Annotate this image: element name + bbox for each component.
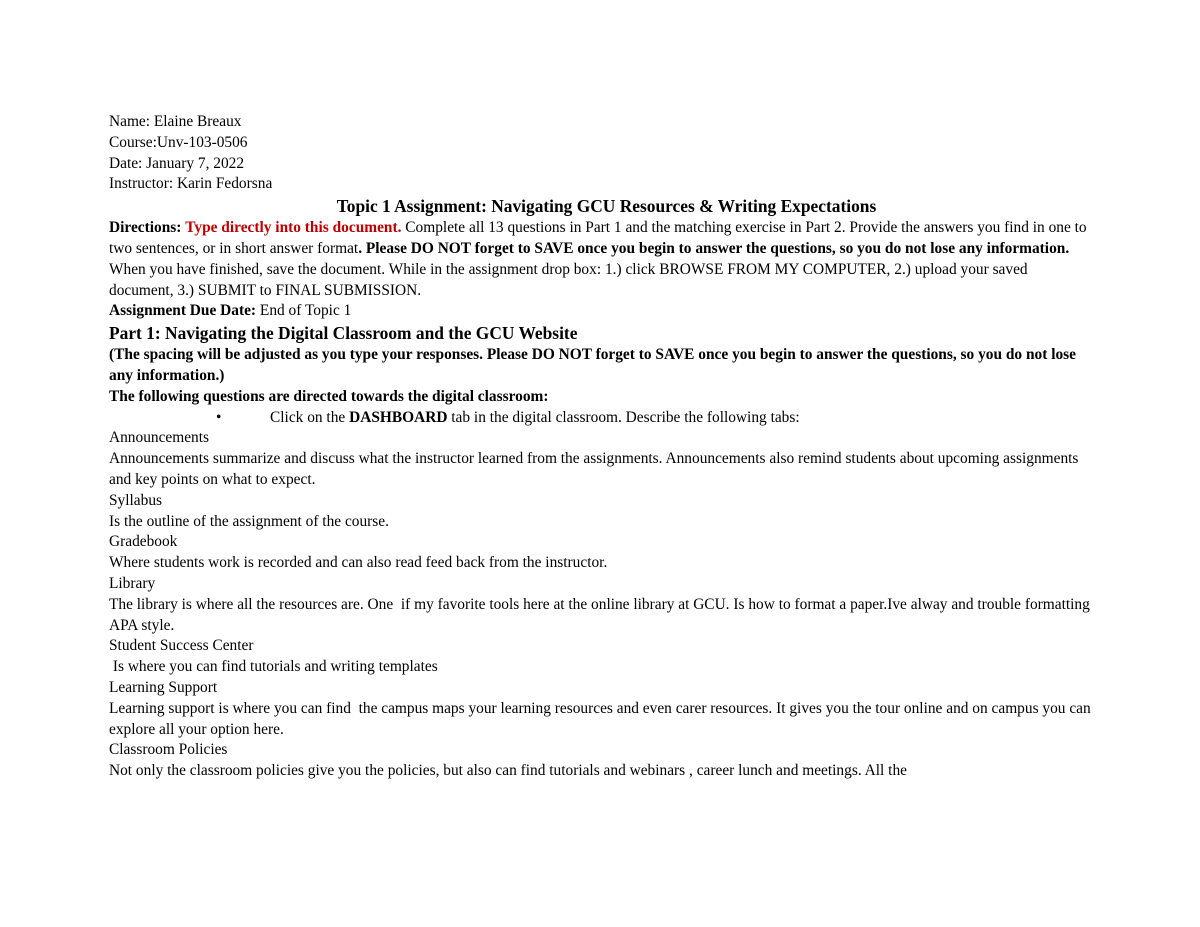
part1-note: (The spacing will be adjusted as you type your responses. Please DO NOT forget to SAVE once you begin to answer the questions, so you do not lose any information.) — [109, 346, 1076, 384]
dashboard-bullet-item — [109, 408, 1094, 429]
tab-answer: The library is where all the resources are. One if my favorite tools here at the online library at GCU. Is how to format a paper.Ive alway and trouble formatting APA style. — [109, 595, 1093, 634]
directions-highlight: Type directly into this document. — [185, 219, 402, 237]
tab-answer: Is where you can find tutorials and writing templates — [109, 658, 438, 676]
part1-heading: Part 1: Navigating the Digital Classroom and the GCU Website — [109, 323, 578, 344]
part1-intro: The following questions are directed towards the digital classroom: — [109, 387, 549, 405]
directions-bold-text: . Please DO NOT forget to SAVE once you begin to answer the questions, so you do not lose any information. — [358, 239, 1070, 257]
document-title: Topic 1 Assignment: Navigating GCU Resources & Writing Expectations — [336, 196, 877, 217]
tab-classroom-policies — [109, 740, 1094, 782]
due-date-label: Assignment Due Date: — [109, 302, 257, 320]
tab-label: Syllabus — [109, 491, 163, 509]
directions-label: Directions: — [109, 219, 182, 237]
bullet-text-dashboard: DASHBOARD — [349, 408, 448, 426]
tab-answer: Not only the classroom policies give you the policies, but also can find tutorials and webinars , career lunch and meetings. All the — [109, 762, 907, 780]
directions-paragraph — [109, 218, 1094, 260]
finish-instructions: When you have finished, save the document. While in the assignment drop box: 1.) click BROWSE FROM MY COMPUTER, 2.) upload your saved document, 3.) SUBMIT to FINAL SUBMISSION. — [109, 260, 1028, 299]
tab-learning-support — [109, 678, 1094, 740]
tab-gradebook — [109, 532, 1094, 574]
tab-answer: Announcements summarize and discuss what the instructor learned from the assignments. Announcements also remind students about upcoming assignments and key points on what to expect. — [109, 450, 1079, 488]
tab-student-success-center — [109, 636, 1094, 678]
course-code: Course:Unv-103-0506 — [109, 133, 248, 151]
tab-answer: Where students work is recorded and can also read feed back from the instructor. — [109, 554, 608, 572]
tab-label: Student Success Center — [109, 637, 254, 655]
tab-library — [109, 574, 1094, 636]
document-page — [109, 112, 1094, 782]
tab-label: Classroom Policies — [109, 741, 228, 759]
tab-label: Announcements — [109, 429, 210, 447]
tab-announcements — [109, 428, 1094, 490]
tab-label: Gradebook — [109, 533, 178, 551]
tab-label: Learning Support — [109, 678, 218, 696]
tab-label: Library — [109, 574, 156, 592]
assignment-date: Date: January 7, 2022 — [109, 154, 245, 172]
bullet-text-post: tab in the digital classroom. Describe the following tabs: — [447, 408, 800, 426]
tab-answer: Is the outline of the assignment of the course. — [109, 512, 389, 530]
bullet-icon: • — [216, 408, 222, 426]
tab-answer: Learning support is where you can find the campus maps your learning resources and even carer resources. It gives you the tour online and on campus you can explore all your option here. — [109, 699, 1095, 738]
bullet-text-pre: Click on the — [270, 408, 350, 426]
student-name: Name: Elaine Breaux — [109, 113, 242, 130]
due-date-value: End of Topic 1 — [259, 302, 352, 320]
directions-text: Complete all 13 questions in Part 1 and the matching exercise in Part 2. Provide the answers you find in one to two sentences, or in short answer format — [109, 219, 1087, 257]
due-date — [109, 301, 1094, 322]
tab-syllabus — [109, 491, 1094, 533]
instructor-name: Instructor: Karin Fedorsna — [109, 175, 273, 193]
